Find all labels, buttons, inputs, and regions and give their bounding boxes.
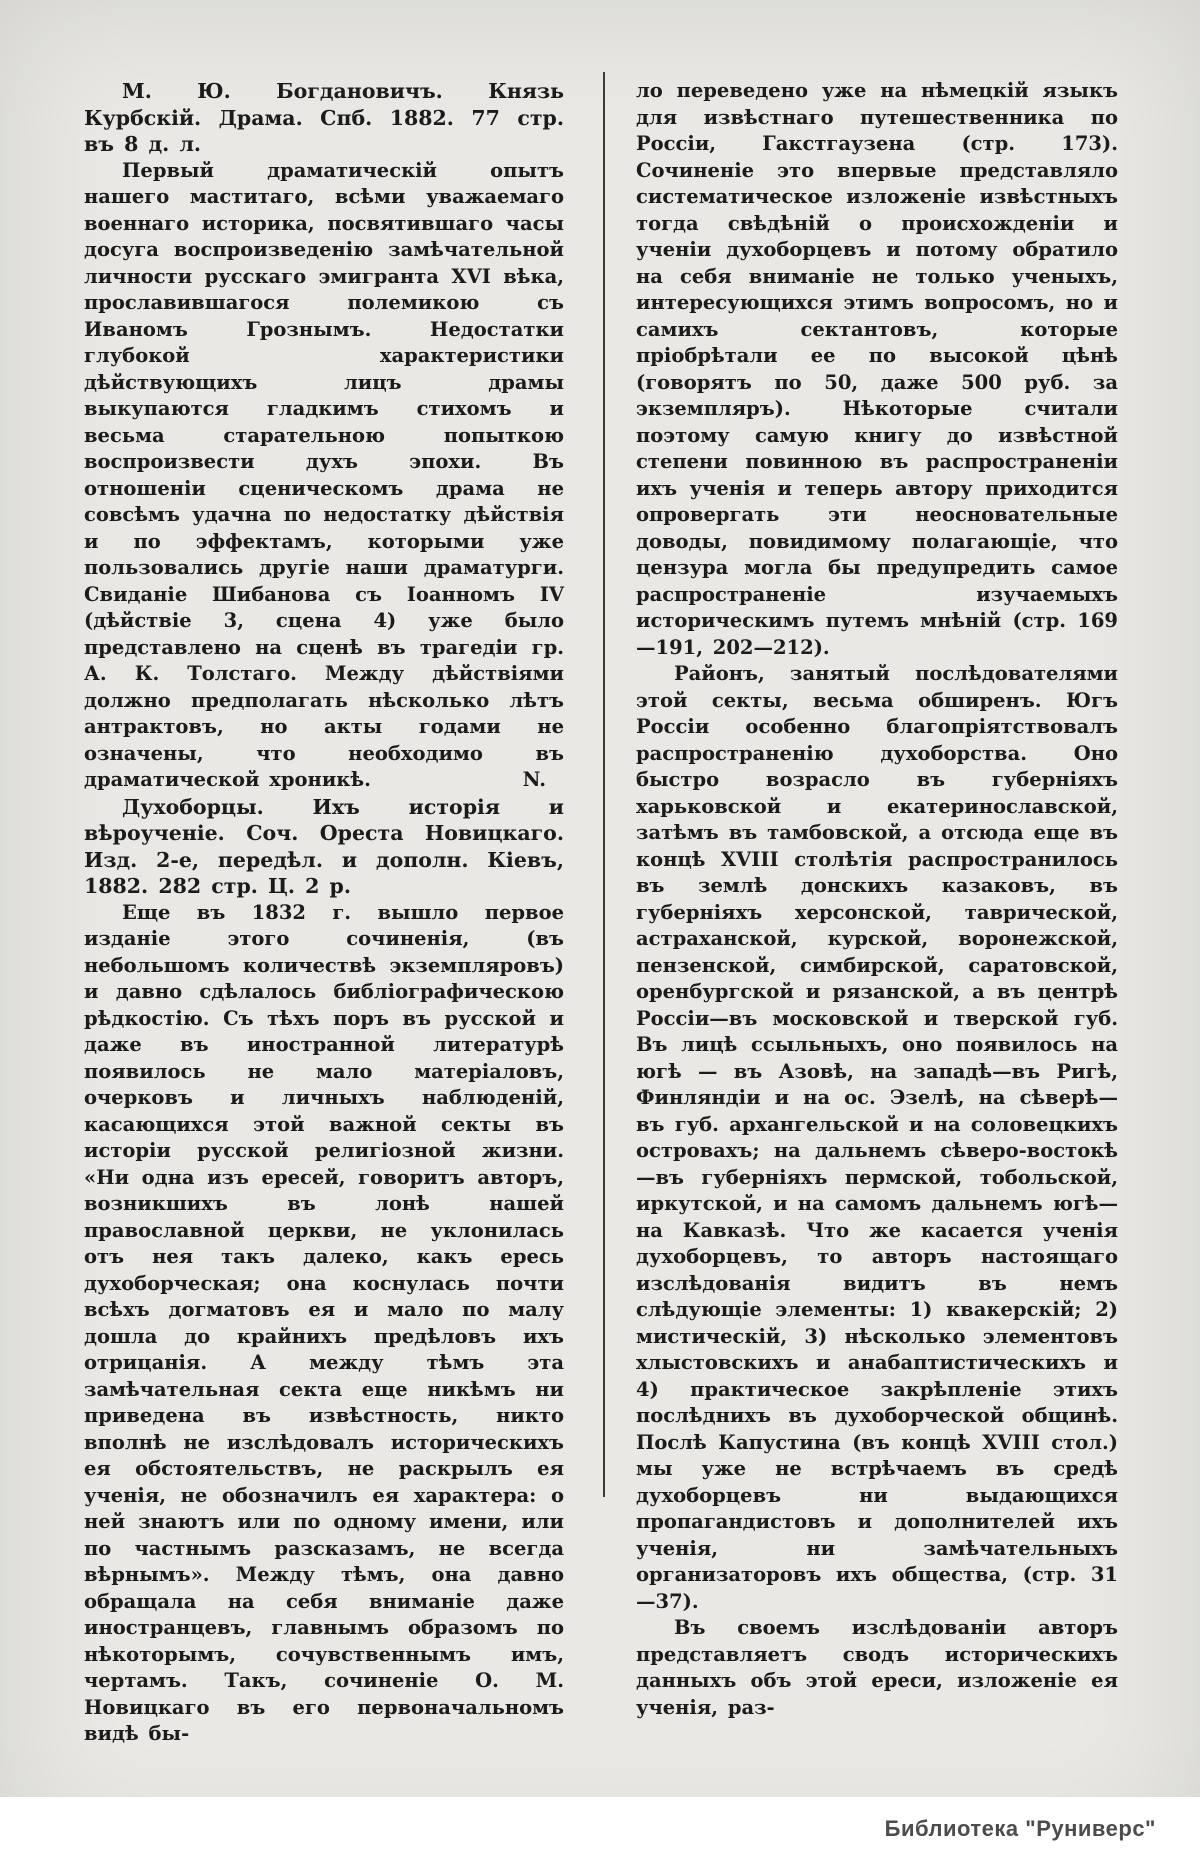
review2-heading: Духоборцы. Ихъ исторія и вѣроученіе. Соч. Ореста Новицкаго. Изд. 2-е, передѣл. и дополн. Кіевъ, 1882. 282 стр. Ц. 2 р. [84, 794, 564, 898]
column-divider-rule [603, 72, 605, 1497]
library-watermark: Библиотека "Руниверс" [884, 1816, 1156, 1841]
footer-strip [0, 1797, 1200, 1861]
reviewer-signature: N. [522, 768, 546, 791]
left-column [84, 78, 564, 1748]
closing-paragraph: Въ своемъ изслѣдованіи авторъ представляетъ сводъ историческихъ данныхъ объ этой ереси, изложеніе ея ученія, раз- [636, 1616, 1118, 1719]
review1-body-paragraph [84, 158, 564, 794]
review2-body-paragraph: Еще въ 1832 г. вышло первое изданіе этого сочиненія, (въ небольшомъ количествѣ экземпляровъ) и давно сдѣлалось библіографическою рѣдкостію. Съ тѣхъ поръ въ русской и даже въ иностранной литературѣ появилось не мало матеріаловъ, очерковъ и личныхъ наблюденій, касающихся этой важной секты въ исторіи русской религіозной жизни. «Ни одна изъ ересей, говоритъ авторъ, возникшихъ въ лонѣ нашей православной церкви, не уклонилась отъ нея такъ далеко, какъ ересь духоборческая; она коснулась почти всѣхъ догматовъ ея и мало по малу дошла до крайнихъ предѣловъ ихъ отрицанія. А между тѣмъ эта замѣчательная секта еще никѣмъ ни приведена въ извѣстность, никто вполнѣ не изслѣдовалъ историческихъ ея обстоятельствъ, не раскрылъ ея ученія, не обозначилъ ея характера: о ней знаютъ или по одному имени, или по частнымъ разсказамъ, не всегда вѣрнымъ». Между тѣмъ, она давно обращала на себя вниманіе даже иностранцевъ, главнымъ образомъ по нѣкоторымъ, сочувственнымъ имъ, чертамъ. Такъ, сочиненіе О. М. Новицкаго въ его первоначальномъ видѣ бы- [84, 900, 564, 1745]
region-paragraph: Районъ, занятый послѣдователями этой секты, весьма обширенъ. Югъ Россіи особенно благопріятствовалъ распространенію духоборства. Оно быстро возрасло въ губерніяхъ харьковской и екатеринославской, затѣмъ въ тамбовской, а отсюда еще въ концѣ XVIII столѣтія распространилось въ землѣ донскихъ казаковъ, въ губерніяхъ херсонской, таврической, астраханской, курской, воронежской, пензенской, симбирской, саратовской, оренбургской и рязанской, а въ центрѣ Россіи—въ московской и тверской губ. Въ лицѣ ссыльныхъ, оно появилось на югѣ — въ Азовѣ, на западѣ—въ Ригѣ, Финляндіи и на ос. Эзелѣ, на сѣверѣ—въ губ. архангельской и на соловецкихъ островахъ; на дальнемъ сѣверо-востокѣ—въ губерніяхъ пермской, тобольской, иркутской, и на самомъ дальнемъ югѣ—на Кавказѣ. Что же касается ученія духоборцевъ, то авторъ настоящаго изслѣдованія видитъ въ немъ слѣдующіе элементы: 1) квакерскій; 2) мистическій, 3) нѣсколько элементовъ хлыстовскихъ и анабаптистическихъ и 4) практическое закрѣпленіе этихъ послѣднихъ въ духоборческой общинѣ. Послѣ Капустина (въ концѣ XVIII стол.) мы уже не встрѣчаемъ въ средѣ духоборцевъ ни выдающихся пропагандистовъ и дополнителей ихъ ученія, ни замѣчательныхъ организаторовъ ихъ общества, (стр. 31—37). [636, 662, 1118, 1613]
continuation-paragraph: ло переведено уже на нѣмецкій языкъ для извѣстнаго путешественника по Россіи, Гакстгаузена (стр. 173). Сочиненіе это впервые представляло систематическое изложеніе извѣстныхъ тогда свѣдѣній о происхожденіи и ученіи духоборцевъ и потому обратило на себя вниманіе не только ученыхъ, интересующихся этимъ вопросомъ, но и самихъ сектантовъ, которые пріобрѣтали ее по высокой цѣнѣ (говорятъ по 50, даже 500 руб. за экземпляръ). Нѣкоторые считали поэтому самую книгу до извѣстной степени повинною въ распространеніи ихъ ученія и теперь автору приходится опровергать эти неосновательные доводы, повидимому полагающіе, что цензура могла бы предупредить самое распространеніе изучаемыхъ историческимъ путемъ мнѣній (стр. 169—191, 202—212). [636, 79, 1118, 659]
right-column [636, 78, 1118, 1721]
review1-body-text: Первый драматическій опытъ нашего маститаго, всѣми уважаемаго военнаго историка, посвятившаго часы досуга воспроизведенію замѣчательной личности русскаго эмигранта XVI вѣка, прославившагося полемикою съ Иваномъ Грознымъ. Недостатки глубокой характеристики дѣйствующихъ лицъ драмы выкупаются гладкимъ стихомъ и весьма старательною попыткою воспроизвести духъ эпохи. Въ отношеніи сценическомъ драма не совсѣмъ удачна по недостатку дѣйствія и по эффектамъ, которыми уже пользовались другіе наши драматурги. Свиданіе Шибанова съ Іоанномъ IV (дѣйствіе 3, сцена 4) уже было представлено на сценѣ въ трагедіи гр. А. К. Толстаго. Между дѣйствіями должно предполагать нѣсколько лѣтъ антрактовъ, но акты годами не означены, что необходимо въ драматической хроникѣ. [84, 158, 564, 791]
review1-heading: М. Ю. Богдановичъ. Князь Курбскій. Драма. Спб. 1882. 77 стр. въ 8 д. л. [84, 79, 564, 156]
